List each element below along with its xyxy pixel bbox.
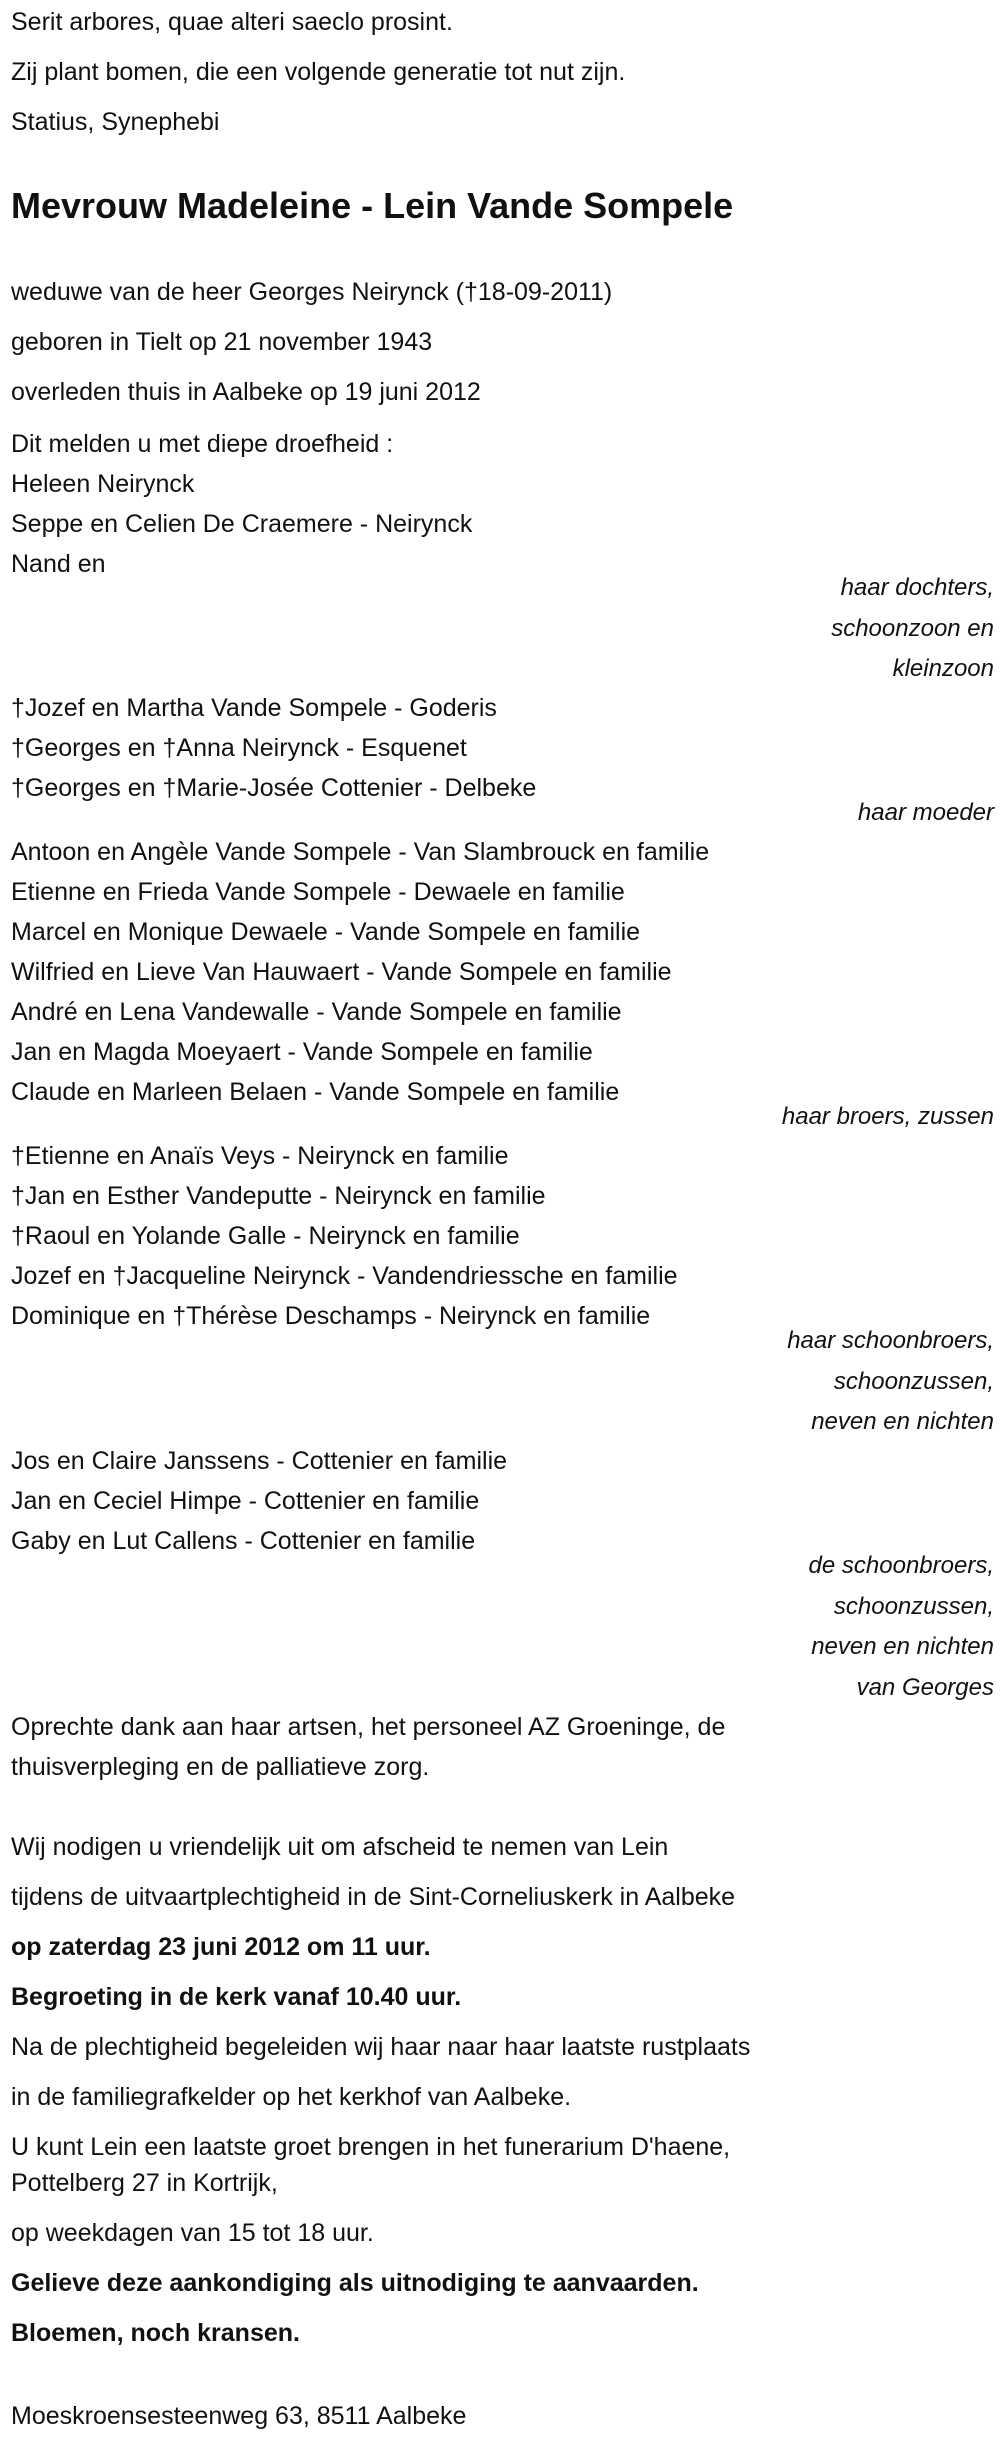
label-mother: [11, 793, 994, 834]
family-line: †Etienne en Anaïs Veys - Neirynck en familie: [11, 1142, 509, 1170]
label-cottenier: [11, 1546, 994, 1708]
label-siblings: [11, 1097, 994, 1138]
family-line: Wilfried en Lieve Van Hauwaert - Vande Sompele en familie: [11, 958, 672, 986]
family-line: †Jozef en Martha Vande Sompele - Goderis: [11, 694, 497, 722]
cottenier-family: [11, 1441, 994, 1561]
family-line: †Jan en Esther Vandeputte - Neirynck en familie: [11, 1182, 546, 1210]
relation-label: schoonzoon en: [831, 614, 994, 642]
family-line: Etienne en Frieda Vande Sompele - Dewaele en familie: [11, 878, 625, 906]
funeral-line: Wij nodigen u vriendelijk uit om afscheid te nemen van Lein: [11, 1833, 669, 1861]
intro-line: weduwe van de heer Georges Neirynck (†18-09-2011): [11, 278, 613, 306]
in-laws: [11, 1136, 994, 1336]
family-line: Gaby en Lut Callens - Cottenier en familie: [11, 1527, 476, 1555]
greeting-time: Begroeting in de kerk vanaf 10.40 uur.: [11, 1983, 462, 2011]
address: [11, 2396, 994, 2436]
funeral-date: op zaterdag 23 juni 2012 om 11 uur.: [11, 1933, 431, 1961]
family-line: Dominique en †Thérèse Deschamps - Neirynck en familie: [11, 1302, 651, 1330]
visit-info: [11, 2208, 994, 2358]
relation-label: de schoonbroers,: [808, 1552, 994, 1579]
relation-label: schoonzussen,: [833, 1592, 994, 1620]
relation-label: van Georges: [856, 1673, 994, 1701]
relation-label: neven en nichten: [811, 1408, 994, 1435]
funeral-line: tijdens de uitvaartplechtigheid in de Sint-Corneliuskerk in Aalbeke: [11, 1883, 736, 1911]
relation-label: haar schoonbroers,: [787, 1327, 994, 1354]
siblings: [11, 832, 994, 1112]
family-line: Heleen Neirynck: [11, 470, 195, 498]
intro: [11, 267, 994, 417]
relation-label: haar dochters,: [840, 574, 994, 601]
funeral-line: U kunt Lein een laatste groet brengen in het funerarium D'haene,: [11, 2133, 731, 2161]
address-line: Moeskroensesteenweg 63, 8511 Aalbeke: [11, 2402, 467, 2430]
quote-line: Serit arbores, quae alteri saeclo prosint.: [11, 8, 453, 36]
thanks-line: thuisverpleging en de palliatieve zorg.: [11, 1753, 430, 1781]
quote-line: Zij plant bomen, die een volgende generatie tot nut zijn.: [11, 58, 626, 86]
family-line: Marcel en Monique Dewaele - Vande Sompele en familie: [11, 918, 641, 946]
family-line: Jozef en †Jacqueline Neirynck - Vandendriessche en familie: [11, 1262, 678, 1290]
thanks-line: Oprechte dank aan haar artsen, het personeel AZ Groeninge, de: [11, 1713, 726, 1741]
funeral-info: [11, 1822, 994, 2172]
label-in-laws: [11, 1321, 994, 1443]
family-line: André en Lena Vandewalle - Vande Sompele en familie: [11, 998, 622, 1026]
announce: [11, 424, 994, 584]
thanks: [11, 1707, 994, 1787]
relation-label: neven en nichten: [811, 1633, 994, 1660]
relation-label: schoonzussen,: [833, 1367, 994, 1395]
flowers-note: Bloemen, noch kransen.: [11, 2319, 300, 2347]
family-line: Nand en: [11, 550, 106, 578]
intro-line: overleden thuis in Aalbeke op 19 juni 2012: [11, 378, 481, 406]
quote-source: Statius, Synephebi: [11, 108, 220, 136]
funeral-line: in de familiegrafkelder op het kerkhof van Aalbeke.: [11, 2083, 572, 2111]
mother-family: [11, 688, 994, 808]
relation-label: haar broers, zussen: [781, 1103, 994, 1130]
deceased-name: [11, 182, 994, 230]
announce-line: Dit melden u met diepe droefheid :: [11, 430, 394, 458]
label-children: [11, 568, 994, 690]
family-line: †Raoul en Yolande Galle - Neirynck en familie: [11, 1222, 520, 1250]
funeral-line: Na de plechtigheid begeleiden wij haar naar haar laatste rustplaats: [11, 2033, 751, 2061]
invitation-note: Gelieve deze aankondiging als uitnodiging te aanvaarden.: [11, 2269, 699, 2297]
family-line: †Georges en †Marie-Josée Cottenier - Delbeke: [11, 774, 537, 802]
family-line: Antoon en Angèle Vande Sompele - Van Slambrouck en familie: [11, 838, 710, 866]
quote: [11, 0, 994, 147]
intro-line: geboren in Tielt op 21 november 1943: [11, 328, 433, 356]
visit-location: [11, 2163, 994, 2203]
visit-hours: op weekdagen van 15 tot 18 uur.: [11, 2219, 374, 2247]
family-line: Claude en Marleen Belaen - Vande Sompele en familie: [11, 1078, 620, 1106]
family-line: Jan en Ceciel Himpe - Cottenier en familie: [11, 1487, 480, 1515]
page-title: Mevrouw Madeleine - Lein Vande Sompele: [11, 185, 734, 226]
relation-label: kleinzoon: [892, 655, 994, 682]
relation-label: haar moeder: [857, 799, 994, 826]
visit-line: Pottelberg 27 in Kortrijk,: [11, 2169, 278, 2197]
family-line: Seppe en Celien De Craemere - Neirynck: [11, 510, 473, 538]
family-line: Jan en Magda Moeyaert - Vande Sompele en familie: [11, 1038, 593, 1066]
family-line: †Georges en †Anna Neirynck - Esquenet: [11, 734, 467, 762]
family-line: Jos en Claire Janssens - Cottenier en familie: [11, 1447, 508, 1475]
